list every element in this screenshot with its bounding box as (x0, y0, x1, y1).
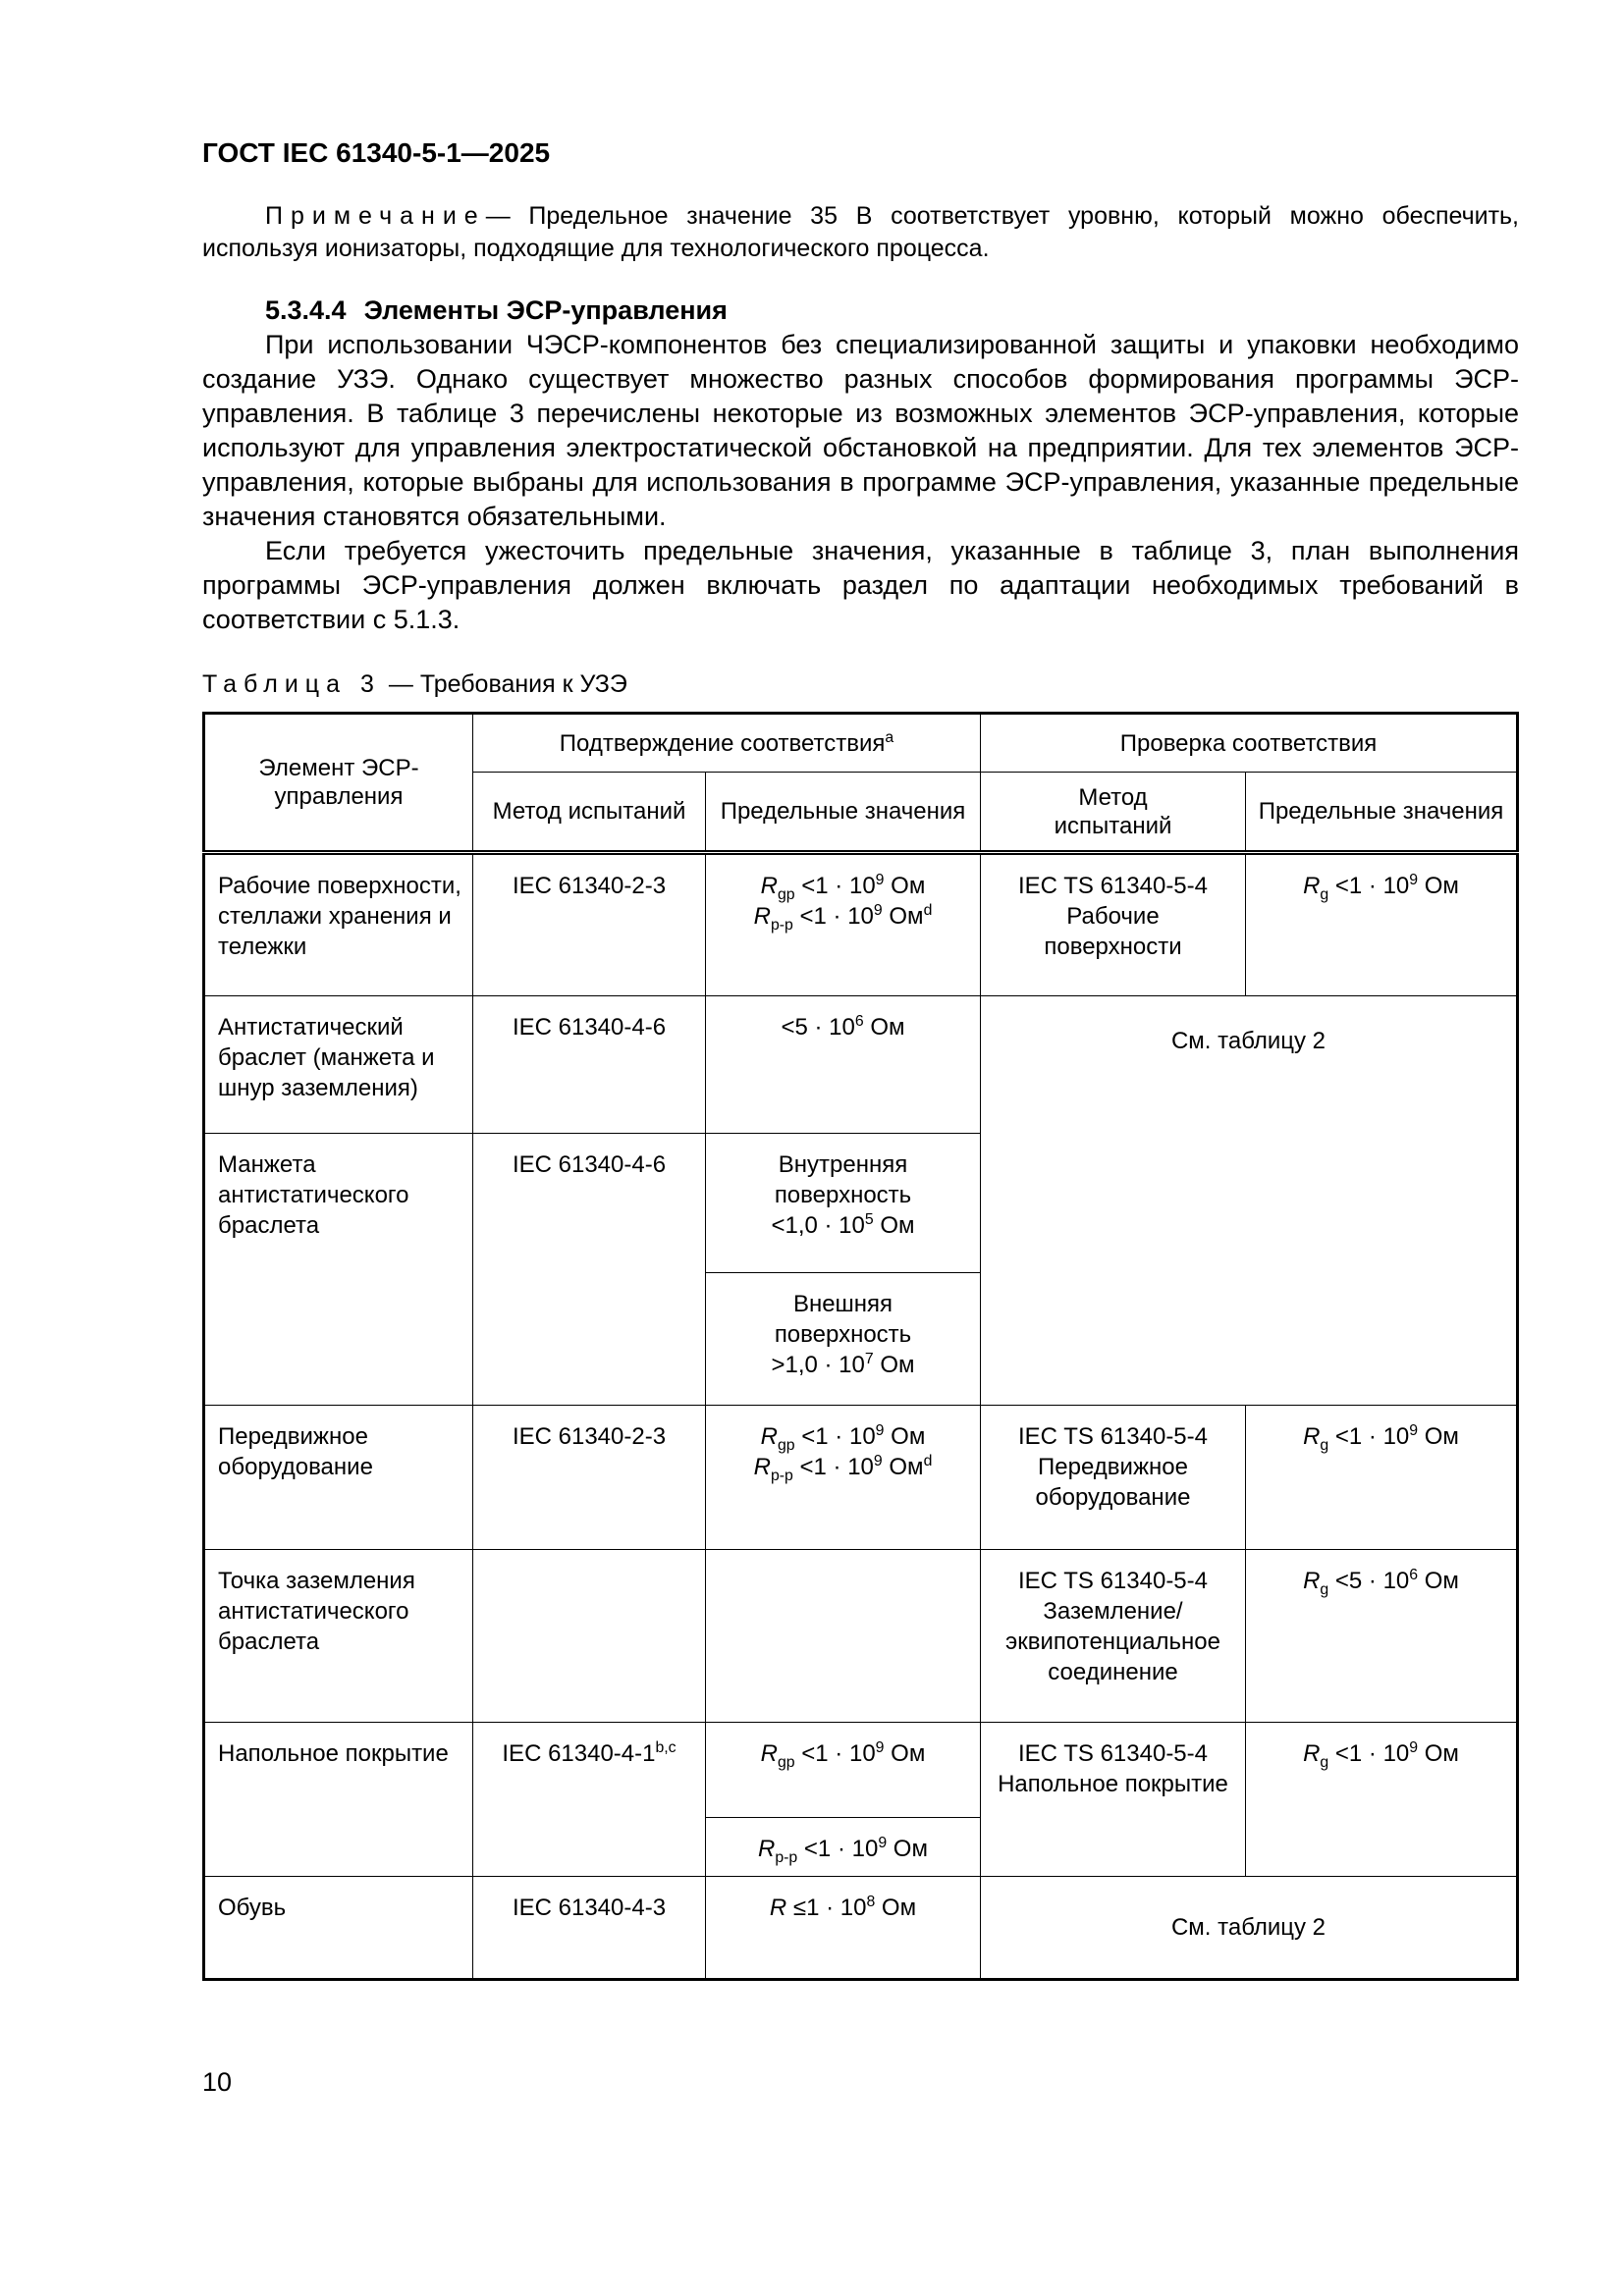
cell-confirm-method: IEC 61340-4-6 (473, 996, 706, 1134)
cell-verify-method: IEC TS 61340-5-4 Передвижное оборудование (981, 1406, 1246, 1550)
cell-verify-method: IEC TS 61340-5-4 Рабочие поверхности (981, 853, 1246, 996)
column-header-confirm-method: Метод испытаний (473, 773, 706, 853)
section-heading (202, 293, 1519, 328)
cell-confirm-limit-inner: Внутренняя поверхность $<1,0 \cdot 10^5$ Ом (706, 1134, 981, 1273)
column-header-verify-method: Метод испытаний (981, 773, 1246, 853)
paragraph-tighten-limits: Если требуется ужесточить предельные значения, указанные в таблице 3, план выполнения программы ЭСР-управления должен включать раздел по адаптации необходимых требований в соответствии с 5.1.3. (202, 536, 1519, 634)
cell-see-table-2: См. таблицу 2 (981, 996, 1518, 1406)
cell-verify-limit: $R_g <1 \cdot 10^9$ Ом (1246, 853, 1518, 996)
table-row-wrist-strap (204, 996, 1518, 1134)
cell-confirm-method: IEC 61340-4-3 (473, 1877, 706, 1980)
column-group-verification: Проверка соответствия (981, 714, 1518, 773)
paragraph-esd-elements: При использовании ЧЭСР-компонентов без специализированной защиты и упаковки необходимо создание УЗЭ. Однако существует множество разных способов формирования программы ЭСР-управления. В таблице 3 перечислены некоторые из возможных элементов ЭСР-управления, которые используют для управления электростатической обстановкой на предприятии. Для тех элементов ЭСР-управления, которые выбраны для использования в программе ЭСР-управления, указанные предельные значения становятся обязательными. (202, 330, 1519, 531)
cell-verify-method: IEC TS 61340-5-4 Напольное покрытие (981, 1723, 1246, 1877)
table-caption (202, 668, 1519, 700)
note-text: — Предельное значение 35 В соответствует уровню, который можно обеспечить, используя ионизаторы, подходящие для технологического процесса. (202, 202, 1519, 262)
column-header-verify-limits: Предельные значения (1246, 773, 1518, 853)
section-title: Элементы ЭСР-управления (363, 295, 728, 325)
page-number: 10 (202, 2067, 233, 2097)
cell-confirm-limit: $<5 \cdot 10^6$ Ом (706, 996, 981, 1134)
cell-verify-limit: $R_g <1 \cdot 10^9$ Ом (1246, 1406, 1518, 1550)
note-paragraph (202, 200, 1519, 265)
table-header-row-groups (204, 714, 1518, 773)
cell-confirm-limit-empty (706, 1550, 981, 1723)
cell-confirm-limit: $R \le 1 \cdot 10^8$ Ом (706, 1877, 981, 1980)
cell-verify-limit: $R_g <5 \cdot 10^6$ Ом (1246, 1550, 1518, 1723)
note-label: Примечание (265, 202, 486, 230)
cell-confirm-method-empty (473, 1550, 706, 1723)
cell-element: Рабочие поверхности, стеллажи хранения и тележки (204, 853, 473, 996)
cell-element: Передвижное оборудование (204, 1406, 473, 1550)
cell-confirm-limit-gp: $R_{gp} <1 \cdot 10^9$ Ом (706, 1723, 981, 1818)
cell-verify-method: IEC TS 61340-5-4 Заземление/ эквипотенциальное соединение (981, 1550, 1246, 1723)
cell-element: Антистатический браслет (манжета и шнур заземления) (204, 996, 473, 1134)
cell-confirm-method: IEC 61340-4-1$^{b,c}$ (473, 1723, 706, 1877)
cell-confirm-limit: $R_{gp} <1 \cdot 10^9$ Ом $R_{p-p} <1 \cdot 10^9$ $Ом^d$ (706, 853, 981, 996)
table-row-mobile-equipment (204, 1406, 1518, 1550)
table-row-work-surfaces (204, 853, 1518, 996)
cell-element: Точка заземления антистатического браслета (204, 1550, 473, 1723)
column-group-confirmation: Подтверждение соответствия$^a$ (473, 714, 981, 773)
table-row-footwear (204, 1877, 1518, 1980)
table-row-flooring-gp (204, 1723, 1518, 1818)
cell-confirm-method: IEC 61340-2-3 (473, 853, 706, 996)
cell-element: Напольное покрытие (204, 1723, 473, 1877)
cell-confirm-limit-pp: $R_{p-p} <1 \cdot 10^9$ Ом (706, 1818, 981, 1877)
table-caption-text: — Требования к УЗЭ (388, 670, 627, 698)
cell-confirm-method: IEC 61340-2-3 (473, 1406, 706, 1550)
cell-verify-limit: $R_g <1 \cdot 10^9$ Ом (1246, 1723, 1518, 1877)
cell-see-table-2: См. таблицу 2 (981, 1877, 1518, 1980)
document-code: ГОСТ IEC 61340-5-1—2025 (202, 137, 551, 168)
section-number: 5.3.4.4 (265, 295, 347, 325)
table-row-ground-point (204, 1550, 1518, 1723)
cell-confirm-limit-outer: Внешняя поверхность $>1,0 \cdot 10^7$ Ом (706, 1273, 981, 1406)
column-header-element: Элемент ЭСР- управления (204, 714, 473, 853)
table-3-requirements (202, 712, 1519, 1981)
cell-element: Обувь (204, 1877, 473, 1980)
table-caption-label: Таблица 3 (202, 670, 381, 698)
cell-confirm-limit: $R_{gp} <1 \cdot 10^9$ Ом $R_{p-p} <1 \cdot 10^9$ $Ом^d$ (706, 1406, 981, 1550)
column-header-confirm-limits: Предельные значения (706, 773, 981, 853)
cell-element: Манжета антистатического браслета (204, 1134, 473, 1406)
cell-confirm-method: IEC 61340-4-6 (473, 1134, 706, 1406)
